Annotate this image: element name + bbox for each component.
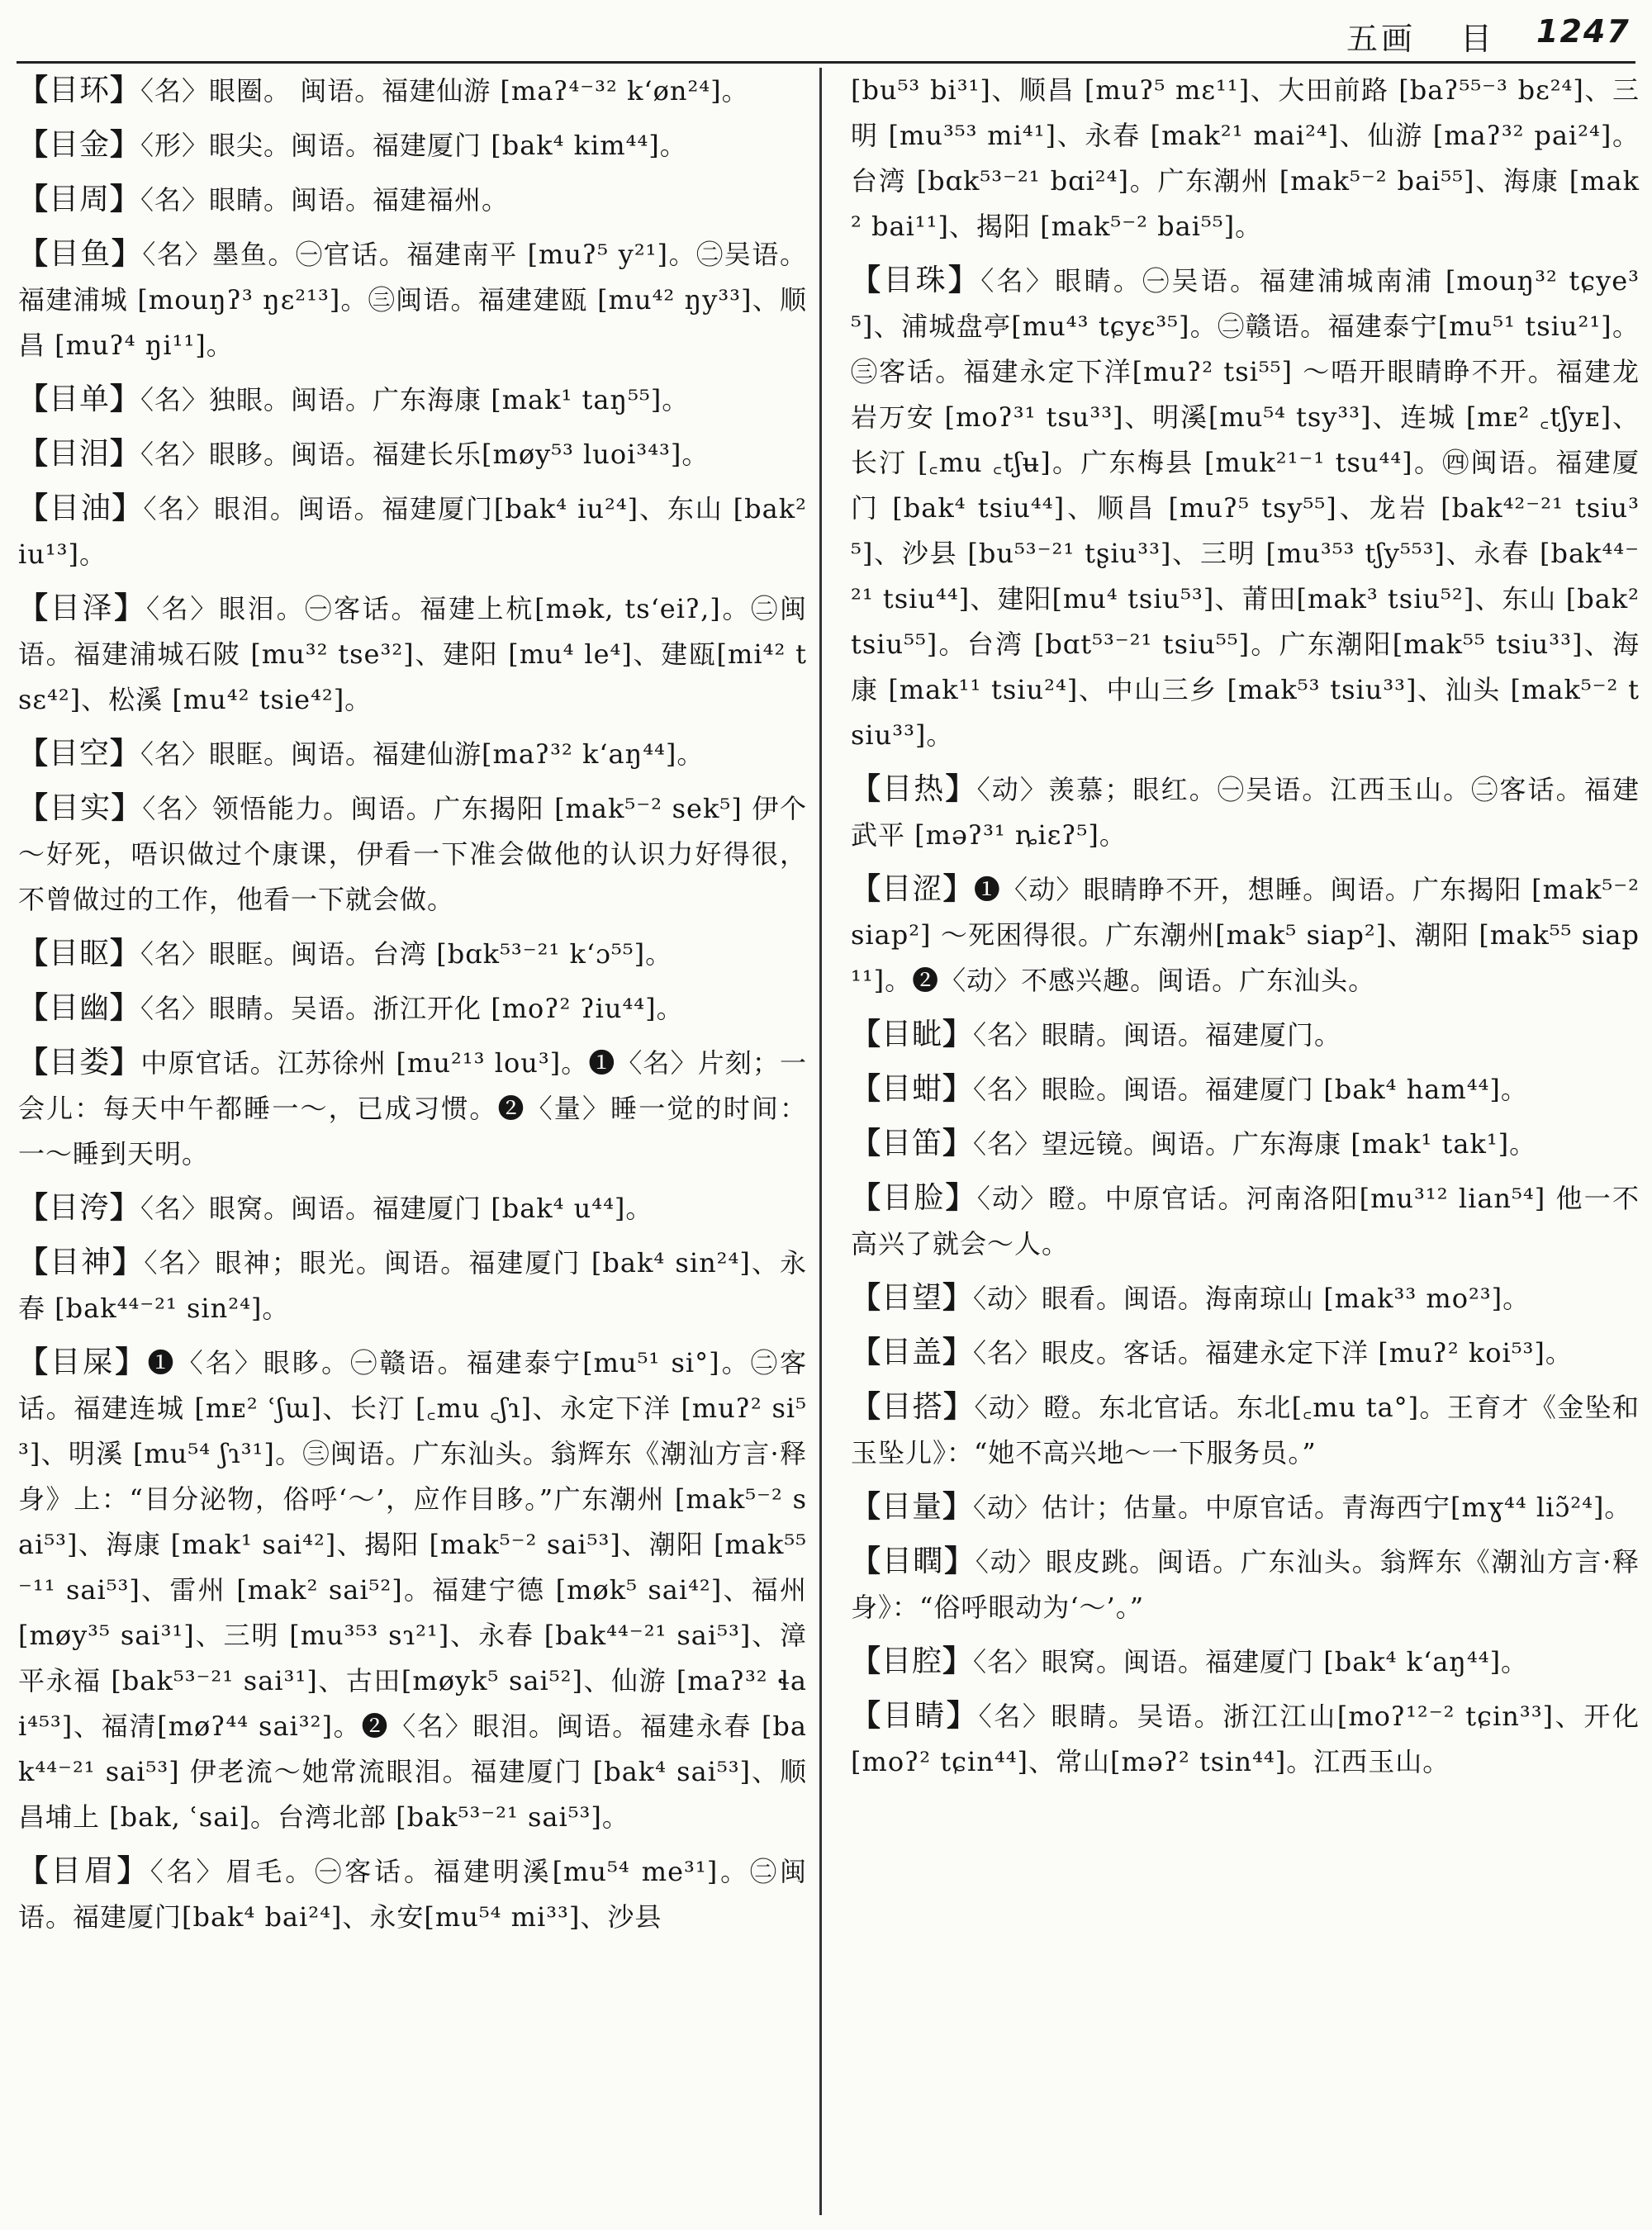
entry-headword: 【目笛】 bbox=[851, 1126, 974, 1160]
headword-text: 目望 bbox=[881, 1281, 943, 1315]
headword-text: 目量 bbox=[881, 1490, 943, 1524]
headword-text: 目实 bbox=[49, 791, 112, 825]
entry-definition: 〈名〉眼眶。闽语。福建仙游[maʔ³² kʻaŋ⁴⁴]。 bbox=[140, 738, 705, 770]
headword-text: 目空 bbox=[49, 737, 111, 771]
dictionary-entry bbox=[18, 1040, 807, 1177]
headword-text: 目金 bbox=[49, 128, 111, 162]
dictionary-entry bbox=[851, 866, 1640, 1004]
entry-headword: 【目盖】 bbox=[851, 1335, 974, 1369]
headword-text: 目眉 bbox=[50, 1854, 117, 1888]
right-column bbox=[851, 68, 1640, 1793]
entry-headword: 【目腔】 bbox=[851, 1644, 974, 1678]
headword-text: 目泽 bbox=[50, 591, 115, 625]
entry-headword: 【目鱼】 bbox=[18, 236, 143, 271]
dictionary-entry bbox=[18, 1848, 807, 1940]
headword-text: 目腔 bbox=[881, 1644, 943, 1678]
entry-definition: 中原官话。江苏徐州 [mu²¹³ lou³]。❶〈名〉片刻；一会儿：每天中午都睡一～，已成习惯。❷〈量〉睡一觉的时间：一～睡到天明。 bbox=[18, 1047, 807, 1170]
dictionary-entry bbox=[18, 231, 807, 368]
entry-definition: 〈动〉估计；估量。中原官话。青海西宁[mɣ⁴⁴ liɔ̃²⁴]。 bbox=[973, 1492, 1632, 1523]
entry-definition: 〈名〉眼圈。 闽语。福建仙游 [maʔ⁴⁻³² kʻøn²⁴]。 bbox=[140, 75, 749, 107]
headword-text: 目环 bbox=[49, 74, 111, 107]
entry-definition: 〈动〉羡慕；眼红。㊀吴语。江西玉山。㊁客话。福建武平 [məʔ³¹ ȵiɛʔ⁵]。 bbox=[851, 774, 1640, 851]
headword-text: 目蚶 bbox=[881, 1072, 943, 1106]
headword-text: 目周 bbox=[49, 183, 111, 216]
entry-headword: 【目幽】 bbox=[18, 990, 141, 1025]
dictionary-entry bbox=[18, 785, 807, 923]
dictionary-entry bbox=[851, 1175, 1640, 1267]
headword-text: 目睛 bbox=[882, 1699, 947, 1733]
dictionary-entry bbox=[18, 431, 807, 477]
dictionary-entry bbox=[851, 1484, 1640, 1530]
dictionary-entry bbox=[18, 931, 807, 977]
entry-definition: 〈名〉眼睛。闽语。福建厦门。 bbox=[973, 1019, 1342, 1051]
dictionary-entry bbox=[851, 1330, 1640, 1376]
entry-definition: 〈名〉眼皮。客话。福建永定下洋 [muʔ² koi⁵³]。 bbox=[973, 1337, 1573, 1369]
headword-text: 目盖 bbox=[881, 1336, 943, 1369]
entry-definition: 〈名〉眼眵。闽语。福建长乐[møy⁵³ luoi³⁴³]。 bbox=[140, 439, 710, 470]
dictionary-entry bbox=[18, 68, 807, 114]
header-rule bbox=[17, 61, 1635, 64]
entry-definition: 〈名〉墨鱼。㊀官话。福建南平 [muʔ⁵ y²¹]。㊁吴语。福建浦城 [mouŋʔ³ ŋɛ²¹³]。㊂闽语。福建建瓯 [mu⁴² ŋy³³]、顺昌 [muʔ⁴ ŋi¹¹]。 bbox=[18, 239, 807, 361]
entry-headword: 【目泽】 bbox=[18, 591, 146, 625]
headword-text: 目单 bbox=[49, 382, 111, 416]
headword-text: 目屎 bbox=[50, 1345, 116, 1379]
dictionary-entry bbox=[18, 731, 807, 777]
dictionary-entry bbox=[18, 1240, 807, 1331]
dictionary-entry bbox=[851, 258, 1640, 758]
dictionary-entry bbox=[18, 1185, 807, 1231]
left-column bbox=[18, 68, 807, 1948]
entry-definition: 〈动〉瞪。中原官话。河南洛阳[mu³¹² lian⁵⁴] 他一不高兴了就会～人。 bbox=[851, 1183, 1640, 1260]
continuation-text: [bu⁵³ bi³¹]、顺昌 [muʔ⁵ mɛ¹¹]、大田前路 [baʔ⁵⁵⁻³ bɛ²⁴]、三明 [mu³⁵³ mi⁴¹]、永春 [mak²¹ mai²⁴]、仙游 [maʔ³² pai²⁴]。台湾 [bɑk⁵³⁻²¹ bɑi²⁴]。广东潮州 [mak⁵⁻² bai⁵⁵]、海康 [mak² bai¹¹]、揭阳 [mak⁵⁻² bai⁵⁵]。 bbox=[851, 74, 1640, 242]
entry-headword: 【目空】 bbox=[18, 736, 141, 771]
dictionary-entry bbox=[851, 1693, 1640, 1785]
headword-text: 目瞤 bbox=[881, 1544, 945, 1578]
entry-definition: 〈名〉眼睛。吴语。浙江开化 [moʔ² ʔiu⁴⁴]。 bbox=[140, 993, 684, 1024]
entry-definition: 〈名〉眼睑。闽语。福建厦门 [bak⁴ ham⁴⁴]。 bbox=[973, 1074, 1528, 1105]
entry-definition: 〈名〉眼睛。㊀吴语。福建浦城南浦 [mouŋ³² tɕye³⁵]、浦城盘亭[mu⁴³ tɕyɛ³⁵]。㊁赣语。福建泰宁[mu⁵¹ tsiu²¹]。㊂客话。福建永定下洋[muʔ² tsi⁵⁵] ～唔开眼睛睁不开。福建龙岩万安 [moʔ³¹ tsu³³]、明溪[mu⁵⁴ tsy³³]、连城 [mᴇ² ꜀tʃyᴇ]、长汀 [꜀mu ꜀tʃʉ]。广东梅县 [muk²¹⁻¹ tsu⁴⁴]。㊃闽语。福建厦门 [bak⁴ tsiu⁴⁴]、顺昌 [muʔ⁵ tsy⁵⁵]、龙岩 [bak⁴²⁻²¹ tsiu³⁵]、沙县 [bu⁵³⁻²¹ tʂiu³³]、三明 [mu³⁵³ tʃy⁵⁵³]、永春 [bak⁴⁴⁻²¹ tsiu⁴⁴]、建阳[mu⁴ tsiu⁵³]、莆田[mak³ tsiu⁵²]、东山 [bak² tsiu⁵⁵]。台湾 [bɑt⁵³⁻²¹ tsiu⁵⁵]。广东潮阳[mak⁵⁵ tsiu³³]、海康 [mak¹¹ tsiu²⁴]、中山三乡 [mak⁵³ tsiu³³]、汕头 [mak⁵⁻² tsiu³³]。 bbox=[851, 265, 1640, 751]
entry-definition: 〈名〉眼窝。闽语。福建厦门 [bak⁴ u⁴⁴]。 bbox=[140, 1193, 653, 1224]
dictionary-entry bbox=[851, 1539, 1640, 1630]
entry-definition: 〈名〉眼泪。㊀客话。福建上杭[mək, tsʻeiʔ,]。㊁闽语。福建浦城石陂 [mu³² tse³²]、建阳 [mu⁴ le⁴]、建瓯[mi⁴² tsɛ⁴²]、松溪 [mu⁴² tsie⁴²]。 bbox=[18, 593, 807, 715]
entry-headword: 【目眍】 bbox=[18, 936, 141, 970]
dictionary-entry bbox=[851, 1639, 1640, 1685]
dictionary-entry bbox=[18, 586, 807, 723]
entry-headword: 【目涩】 bbox=[851, 871, 974, 906]
dictionary-entry bbox=[18, 486, 807, 577]
radical-label: 目 bbox=[1460, 21, 1496, 57]
entry-definition: ❶〈动〉眼睛睁不开，想睡。闽语。广东揭阳 [mak⁵⁻² siap²] ～死困得很。广东潮州[mak⁵ siap²]、潮阳 [mak⁵⁵ siap¹¹]。❷〈动〉不感兴趣。闽语。广东汕头。 bbox=[851, 874, 1640, 996]
headword-text: 目泪 bbox=[49, 437, 111, 471]
entry-headword: 【目金】 bbox=[18, 127, 141, 162]
section-label: 五画 bbox=[1346, 21, 1417, 57]
entry-headword: 【目热】 bbox=[851, 771, 977, 806]
entry-definition: 〈名〉眼睛。闽语。福建福州。 bbox=[140, 184, 510, 216]
headword-text: 目洿 bbox=[49, 1191, 111, 1225]
entry-headword: 【目单】 bbox=[18, 382, 141, 416]
entry-headword: 【目搭】 bbox=[851, 1389, 975, 1424]
entry-headword: 【目蚶】 bbox=[851, 1071, 974, 1106]
entry-definition: 〈动〉瞪。东北官话。东北[꜀mu ta°]。王育才《金坠和玉坠儿》：“她不高兴地～一下服务员。” bbox=[851, 1392, 1640, 1468]
headword-text: 目神 bbox=[50, 1245, 113, 1279]
entry-definition: 〈名〉望远镜。闽语。广东海康 [mak¹ tak¹]。 bbox=[973, 1128, 1537, 1160]
headword-text: 目眦 bbox=[881, 1018, 943, 1051]
entry-headword: 【目环】 bbox=[18, 73, 141, 107]
headword-text: 目珠 bbox=[883, 263, 948, 297]
entry-headword: 【目眉】 bbox=[18, 1853, 150, 1888]
column-divider bbox=[819, 68, 822, 2215]
page-number: 1247 bbox=[1536, 13, 1631, 50]
dictionary-entry bbox=[851, 766, 1640, 858]
headword-text: 目油 bbox=[49, 491, 112, 525]
entry-headword: 【目油】 bbox=[18, 491, 144, 525]
entry-headword: 【目泪】 bbox=[18, 436, 141, 471]
entry-headword: 【目娄】 bbox=[18, 1045, 141, 1079]
entry-definition: 〈动〉眼皮跳。闽语。广东汕头。翁辉东《潮汕方言·释身》：“俗呼眼动为‘～’。” bbox=[851, 1546, 1640, 1623]
dictionary-entry bbox=[18, 177, 807, 223]
entry-definition: 〈名〉眼睛。吴语。浙江江山[moʔ¹²⁻² tɕin³³]、开化 [moʔ² tɕin⁴⁴]、常山[məʔ² tsin⁴⁴]。江西玉山。 bbox=[851, 1701, 1640, 1777]
dictionary-entry bbox=[18, 1340, 807, 1840]
entry-headword: 【目量】 bbox=[851, 1489, 974, 1524]
entry-headword: 【目洿】 bbox=[18, 1190, 141, 1225]
headword-text: 目涩 bbox=[881, 872, 943, 906]
dictionary-entry bbox=[18, 377, 807, 423]
dictionary-entry bbox=[18, 122, 807, 168]
entry-definition: 〈名〉领悟能力。闽语。广东揭阳 [mak⁵⁻² sek⁵] 伊个～好死，唔识做过个康课，伊看一下准会做他的认识力好得很，不曾做过的工作，他看一下就会做。 bbox=[18, 793, 807, 915]
headword-text: 目娄 bbox=[49, 1046, 111, 1079]
entry-definition: 〈名〉独眼。闽语。广东海康 [mak¹ taŋ⁵⁵]。 bbox=[140, 384, 690, 415]
headword-text: 目鱼 bbox=[49, 237, 112, 271]
headword-text: 目搭 bbox=[881, 1390, 944, 1424]
dictionary-entry bbox=[851, 1384, 1640, 1476]
dictionary-entry bbox=[851, 1066, 1640, 1113]
dictionary-entry bbox=[851, 1275, 1640, 1321]
entry-definition: 〈名〉眼眶。闽语。台湾 [bɑk⁵³⁻²¹ kʻɔ⁵⁵]。 bbox=[140, 938, 673, 970]
entry-headword: 【目瞤】 bbox=[851, 1544, 976, 1578]
entry-definition: 〈名〉眼窝。闽语。福建厦门 [bak⁴ kʻaŋ⁴⁴]。 bbox=[973, 1646, 1529, 1677]
entry-headword: 【目实】 bbox=[18, 790, 143, 825]
entry-definition: 〈动〉眼看。闽语。海南琼山 [mak³³ mo²³]。 bbox=[973, 1283, 1531, 1314]
entry-definition: ❶〈名〉眼眵。㊀赣语。福建泰宁[mu⁵¹ si°]。㊁客话。福建连城 [mᴇ² ʿʃɯ]、长汀 [꜀mu ꜀ʃɿ]、永定下洋 [muʔ² si⁵³]、明溪 [mu⁵⁴ ʃɿ³¹]。㊂闽语。广东汕头。翁辉东《潮汕方言·释身》上：“目分泌物，俗呼‘～’，应作目眵。”广东潮州 [mak⁵⁻² sai⁵³]、海康 [mak¹ sai⁴²]、揭阳 [mak⁵⁻² sai⁵³]、潮阳 [mak⁵⁵⁻¹¹ sai⁵³]、雷州 [mak² sai⁵²]。福建宁德 [møk⁵ sai⁴²]、福州 [møy³⁵ sai³¹]、三明 [mu³⁵³ sɿ²¹]、永春 [bak⁴⁴⁻²¹ sai⁵³]、漳平永福 [bak⁵³⁻²¹ sai³¹]、古田[møyk⁵ sai⁵²]、仙游 [maʔ³² ɬai⁴⁵³]、福清[møʔ⁴⁴ sai³²]。❷〈名〉眼泪。闽语。福建永春 [bak⁴⁴⁻²¹ sai⁵³] 伊老流～她常流眼泪。福建厦门 [bak⁴ sai⁵³]、顺昌埔上 [bak, ʿsai]。台湾北部 [bak⁵³⁻²¹ sai⁵³]。 bbox=[18, 1347, 807, 1833]
entry-headword: 【目屎】 bbox=[18, 1345, 148, 1379]
entry-definition: 〈形〉眼尖。闽语。福建厦门 [bak⁴ kim⁴⁴]。 bbox=[140, 130, 687, 161]
dictionary-entry bbox=[851, 1012, 1640, 1058]
entry-headword: 【目睛】 bbox=[851, 1698, 979, 1733]
dictionary-entry bbox=[851, 1121, 1640, 1167]
headword-text: 目笛 bbox=[881, 1127, 943, 1160]
entry-definition: 〈名〉眼神；眼光。闽语。福建厦门 [bak⁴ sin²⁴]、永春 [bak⁴⁴⁻²¹ sin²⁴]。 bbox=[18, 1247, 807, 1324]
headword-text: 目脸 bbox=[882, 1181, 946, 1215]
entry-headword: 【目珠】 bbox=[851, 263, 981, 297]
entry-definition: 〈名〉眉毛。㊀客话。福建明溪[mu⁵⁴ me³¹]。㊁闽语。福建厦门[bak⁴ bai²⁴]、永安[mu⁵⁴ mi³³]、沙县 bbox=[18, 1856, 807, 1933]
headword-text: 目热 bbox=[882, 772, 946, 806]
dictionary-entry bbox=[18, 985, 807, 1032]
page-header bbox=[0, 0, 1652, 66]
entry-definition: 〈名〉眼泪。闽语。福建厦门[bak⁴ iu²⁴]、东山 [bak² iu¹³]。 bbox=[18, 493, 807, 570]
entry-headword: 【目周】 bbox=[18, 182, 141, 216]
headword-text: 目幽 bbox=[49, 991, 111, 1025]
entry-headword: 【目眦】 bbox=[851, 1017, 974, 1051]
entry-headword: 【目神】 bbox=[18, 1245, 145, 1279]
entry-headword: 【目望】 bbox=[851, 1280, 974, 1315]
entry-headword: 【目脸】 bbox=[851, 1180, 977, 1215]
headword-text: 目眍 bbox=[49, 937, 111, 970]
